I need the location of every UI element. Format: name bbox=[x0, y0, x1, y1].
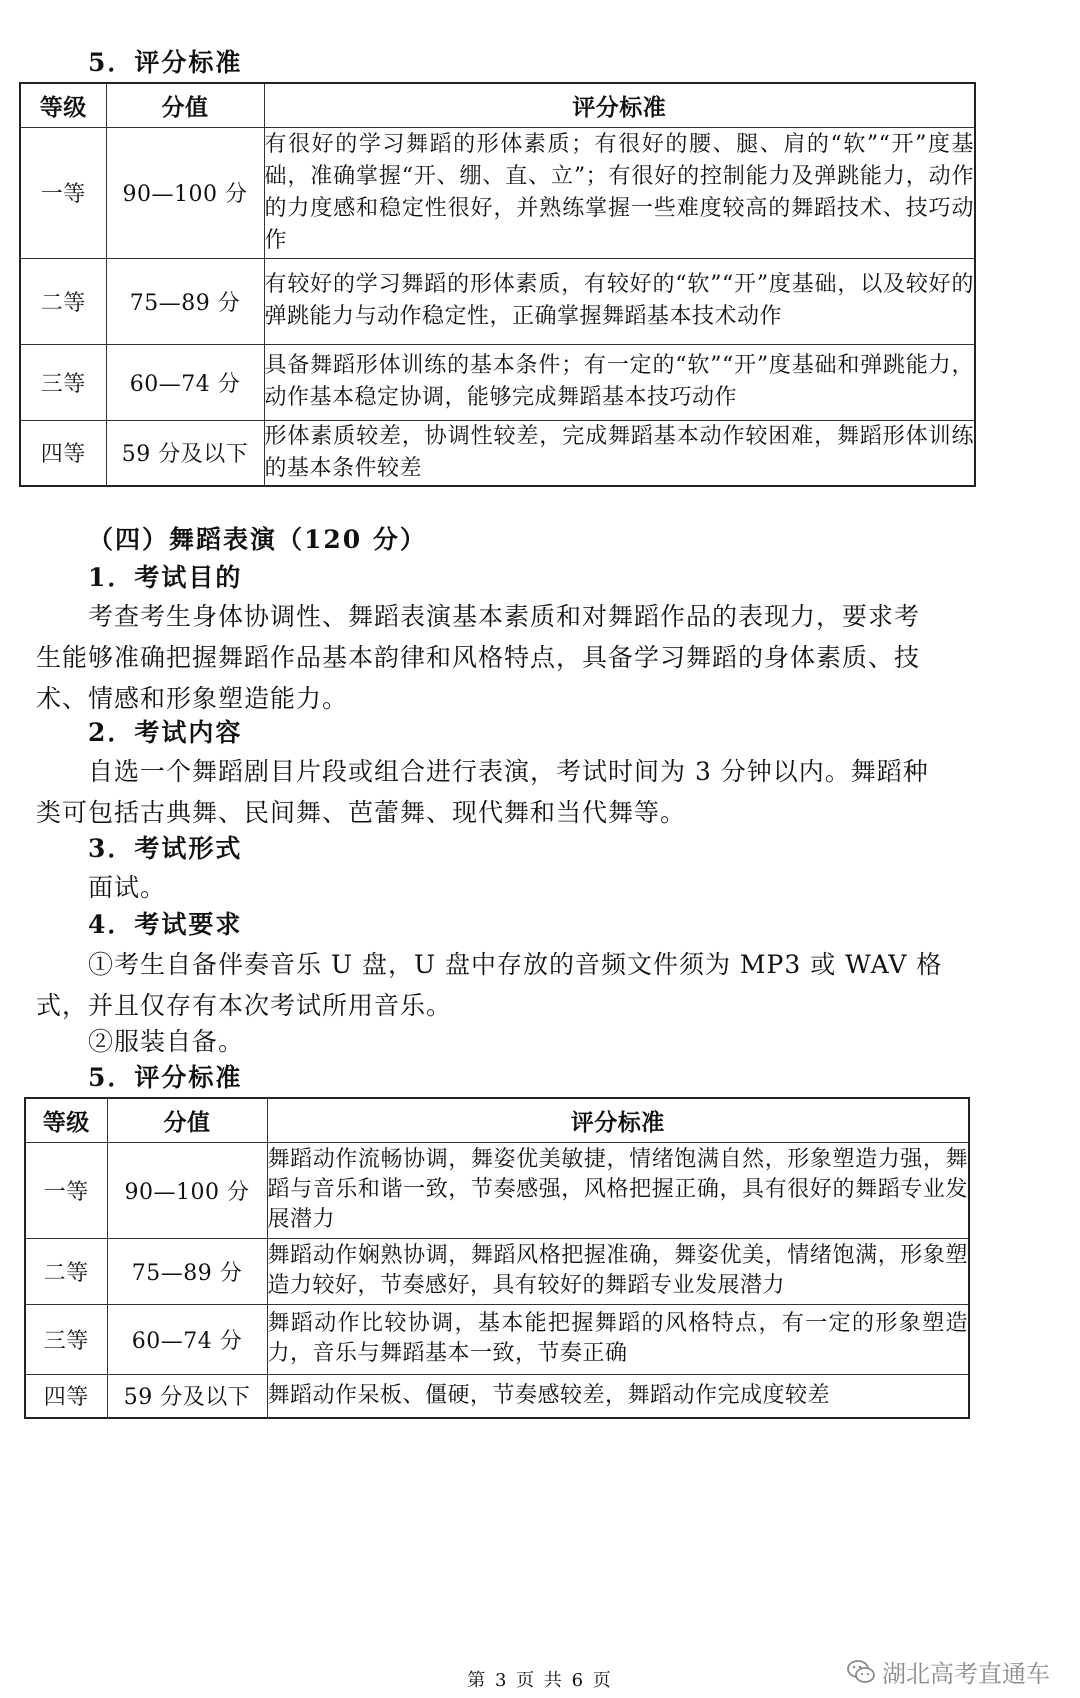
criteria-cell: 具备舞蹈形体训练的基本条件；有一定的“软”“开”度基础和弹跳能力，动作基本稳定协调，能够完成舞蹈基本技巧动作 bbox=[264, 344, 975, 420]
format-title: 3．考试形式 bbox=[88, 834, 243, 863]
table-row bbox=[25, 1142, 969, 1238]
watermark bbox=[846, 1654, 1050, 1689]
table-row bbox=[20, 344, 975, 420]
requirement-1: ①考生自备伴奏音乐 U 盘，U 盘中存放的音频文件须为 MP3 或 WAV 格式，并且仅存有本次考试所用音乐。 bbox=[36, 950, 943, 1020]
requirement-2: ②服装自备。 bbox=[88, 1027, 245, 1056]
table-row bbox=[25, 1304, 969, 1374]
grade-cell: 二等 bbox=[20, 258, 106, 344]
table-row bbox=[25, 1238, 969, 1304]
purpose-title: 1．考试目的 bbox=[88, 563, 243, 592]
watermark-text: 湖北高考直通车 bbox=[882, 1660, 1050, 1688]
requirements-title: 4．考试要求 bbox=[88, 910, 243, 939]
table-row bbox=[20, 258, 975, 344]
grade-cell: 四等 bbox=[20, 420, 106, 486]
score-cell: 75—89 分 bbox=[107, 1238, 267, 1304]
header-criteria: 评分标准 bbox=[264, 83, 975, 127]
header-score: 分值 bbox=[106, 83, 264, 127]
criteria-cell: 有较好的学习舞蹈的形体素质，有较好的“软”“开”度基础，以及较好的弹跳能力与动作稳定性，正确掌握舞蹈基本技术动作 bbox=[264, 258, 975, 344]
score-cell: 60—74 分 bbox=[107, 1304, 267, 1374]
table-header-row bbox=[20, 83, 975, 127]
wechat-icon bbox=[846, 1659, 876, 1685]
criteria-cell: 舞蹈动作流畅协调，舞姿优美敏捷，情绪饱满自然，形象塑造力强，舞蹈与音乐和谐一致，节奏感强，风格把握正确，具有很好的舞蹈专业发展潜力 bbox=[267, 1142, 969, 1238]
criteria-cell: 舞蹈动作娴熟协调，舞蹈风格把握准确，舞姿优美，情绪饱满，形象塑造力较好，节奏感好，具有较好的舞蹈专业发展潜力 bbox=[267, 1238, 969, 1304]
content-title: 2．考试内容 bbox=[88, 718, 243, 747]
criteria-cell: 形体素质较差，协调性较差，完成舞蹈基本动作较困难，舞蹈形体训练的基本条件较差 bbox=[264, 420, 975, 486]
header-grade: 等级 bbox=[20, 83, 106, 127]
grade-cell: 一等 bbox=[25, 1142, 107, 1238]
score-cell: 90—100 分 bbox=[107, 1142, 267, 1238]
page-number: 第 3 页 共 6 页 bbox=[467, 1670, 613, 1691]
scoring-table-b bbox=[24, 1097, 970, 1419]
header-criteria: 评分标准 bbox=[267, 1098, 969, 1142]
scoring-title-b: 5．评分标准 bbox=[88, 1063, 243, 1092]
score-cell: 59 分及以下 bbox=[107, 1374, 267, 1418]
score-cell: 59 分及以下 bbox=[106, 420, 264, 486]
format-text: 面试。 bbox=[88, 873, 167, 902]
table-row bbox=[20, 127, 975, 258]
section-title: （四）舞蹈表演（120 分） bbox=[88, 525, 427, 554]
grade-cell: 四等 bbox=[25, 1374, 107, 1418]
grade-cell: 二等 bbox=[25, 1238, 107, 1304]
score-cell: 75—89 分 bbox=[106, 258, 264, 344]
grade-cell: 一等 bbox=[20, 127, 106, 258]
table-row bbox=[20, 420, 975, 486]
criteria-cell: 舞蹈动作呆板、僵硬，节奏感较差，舞蹈动作完成度较差 bbox=[267, 1374, 969, 1418]
scoring-title-a: 5．评分标准 bbox=[88, 48, 243, 77]
score-cell: 60—74 分 bbox=[106, 344, 264, 420]
purpose-text: 考查考生身体协调性、舞蹈表演基本素质和对舞蹈作品的表现力，要求考生能够准确把握舞蹈作品基本韵律和风格特点，具备学习舞蹈的身体素质、技术、情感和形象塑造能力。 bbox=[36, 602, 921, 713]
grade-cell: 三等 bbox=[25, 1304, 107, 1374]
scoring-table-a bbox=[19, 82, 976, 487]
score-cell: 90—100 分 bbox=[106, 127, 264, 258]
table-header-row bbox=[25, 1098, 969, 1142]
header-grade: 等级 bbox=[25, 1098, 107, 1142]
grade-cell: 三等 bbox=[20, 344, 106, 420]
criteria-cell: 有很好的学习舞蹈的形体素质；有很好的腰、腿、肩的“软”“开”度基础，准确掌握“开、绷、直、立”；有很好的控制能力及弹跳能力，动作的力度感和稳定性很好，并熟练掌握一些难度较高的舞蹈技术、技巧动作 bbox=[264, 127, 975, 258]
table-row bbox=[25, 1374, 969, 1418]
content-text: 自选一个舞蹈剧目片段或组合进行表演，考试时间为 3 分钟以内。舞蹈种类可包括古典舞、民间舞、芭蕾舞、现代舞和当代舞等。 bbox=[36, 757, 929, 827]
header-score: 分值 bbox=[107, 1098, 267, 1142]
criteria-cell: 舞蹈动作比较协调，基本能把握舞蹈的风格特点，有一定的形象塑造力，音乐与舞蹈基本一致，节奏正确 bbox=[267, 1304, 969, 1374]
